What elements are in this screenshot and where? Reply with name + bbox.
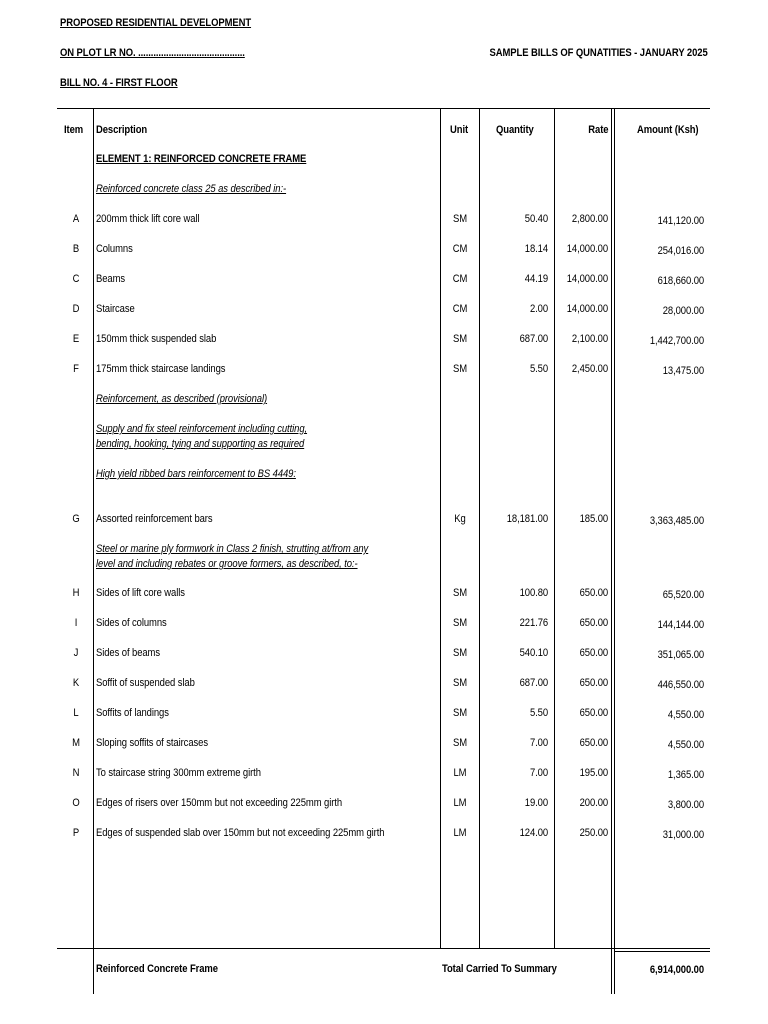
row-description: 175mm thick staircase landings [96,363,226,375]
row-unit: CM [452,243,468,255]
element-title: ELEMENT 1: REINFORCED CONCRETE FRAME [96,153,307,165]
row-rate: 650.00 [579,707,608,719]
footer-total: 6,914,000.00 [649,964,704,976]
column-header-rate: Rate [587,124,608,136]
row-quantity: 687.00 [519,333,548,345]
row-item-code: F [73,363,79,375]
row-rate: 250.00 [579,827,608,839]
row-amount: 141,120.00 [657,215,704,227]
column-divider-quantity [554,108,555,949]
row-item-code: M [72,737,80,749]
note-formwork-line-1: Steel or marine ply formwork in Class 2 finish, strutting at/from any [96,543,369,555]
row-item-code: I [74,617,78,629]
row-item-code: A [72,213,80,225]
row-item-code: O [72,797,80,809]
project-title: PROPOSED RESIDENTIAL DEVELOPMENT [60,17,252,29]
row-item-code: K [72,677,80,689]
column-header-description: Description [96,124,148,136]
column-header-unit: Unit [450,124,469,136]
note-supply-line-2: bending, hooking, tying and supporting as required [96,438,305,450]
row-description: Edges of suspended slab over 150mm but not exceeding 225mm girth [96,827,385,839]
column-divider-description [440,108,441,949]
row-amount: 351,065.00 [657,649,704,661]
row-quantity: 7.00 [529,737,548,749]
row-unit: SM [452,707,468,719]
document-date-title: SAMPLE BILLS OF QUNATITIES - JANUARY 2025 [489,47,708,59]
plot-number: ON PLOT LR NO. .......................................... [60,47,245,59]
row-unit: SM [452,617,468,629]
column-header-quantity: Quantity [496,124,534,136]
row-amount: 28,000.00 [662,305,704,317]
row-rate: 14,000.00 [566,273,608,285]
row-amount: 65,520.00 [662,589,704,601]
row-rate: 650.00 [579,587,608,599]
row-description: Assorted reinforcement bars [96,513,213,525]
row-unit: LM [453,797,467,809]
footer-border [57,948,710,949]
row-item-code: C [72,273,80,285]
column-divider-unit [479,108,480,949]
row-quantity: 2.00 [529,303,548,315]
bill-title: BILL NO. 4 - FIRST FLOOR [60,77,178,89]
row-quantity: 5.50 [529,707,548,719]
note-supply-line-1: Supply and fix steel reinforcement including cutting, [96,423,308,435]
column-header-item: Item [64,124,84,136]
row-amount: 3,800.00 [667,799,704,811]
row-unit: SM [452,363,468,375]
note-formwork-line-2: level and including rebates or groove formers, as described, to:- [96,558,358,570]
row-unit: Kg [454,513,466,525]
row-description: Soffits of landings [96,707,169,719]
row-rate: 2,450.00 [571,363,608,375]
column-header-amount: Amount (Ksh) [637,124,699,136]
row-rate: 14,000.00 [566,243,608,255]
row-amount: 13,475.00 [662,365,704,377]
row-quantity: 221.76 [519,617,548,629]
row-unit: CM [452,273,468,285]
row-quantity: 100.80 [519,587,548,599]
row-description: To staircase string 300mm extreme girth [96,767,261,779]
table-top-border [57,108,710,109]
row-item-code: J [73,647,79,659]
row-amount: 31,000.00 [662,829,704,841]
row-rate: 195.00 [579,767,608,779]
row-amount: 254,016.00 [657,245,704,257]
row-description: Sides of columns [96,617,167,629]
row-rate: 650.00 [579,677,608,689]
row-quantity: 18,181.00 [506,513,548,525]
row-description: 150mm thick suspended slab [96,333,217,345]
row-description: Sides of lift core walls [96,587,185,599]
row-rate: 185.00 [579,513,608,525]
row-amount: 144,144.00 [657,619,704,631]
row-description: Soffit of suspended slab [96,677,195,689]
row-unit: LM [453,827,467,839]
row-quantity: 44.19 [524,273,548,285]
row-quantity: 687.00 [519,677,548,689]
row-unit: SM [452,333,468,345]
row-amount: 4,550.00 [667,739,704,751]
row-item-code: P [72,827,80,839]
row-amount: 3,363,485.00 [649,515,704,527]
row-item-code: E [72,333,80,345]
row-item-code: H [72,587,80,599]
row-unit: SM [452,587,468,599]
row-item-code: B [72,243,80,255]
column-divider-item [93,108,94,994]
column-divider-rate-a [611,108,612,994]
row-rate: 200.00 [579,797,608,809]
row-amount: 4,550.00 [667,709,704,721]
note-reinforcement: Reinforcement, as described (provisional) [96,393,268,405]
row-description: Edges of risers over 150mm but not exceeding 225mm girth [96,797,343,809]
row-unit: LM [453,767,467,779]
row-amount: 618,660.00 [657,275,704,287]
row-description: Columns [96,243,133,255]
row-quantity: 124.00 [519,827,548,839]
row-amount: 446,550.00 [657,679,704,691]
row-quantity: 18.14 [524,243,548,255]
row-amount: 1,442,700.00 [649,335,704,347]
row-rate: 650.00 [579,647,608,659]
row-rate: 14,000.00 [566,303,608,315]
row-description: Beams [96,273,126,285]
row-rate: 2,100.00 [571,333,608,345]
row-rate: 650.00 [579,737,608,749]
row-amount: 1,365.00 [667,769,704,781]
row-rate: 2,800.00 [571,213,608,225]
row-description: Sloping soffits of staircases [96,737,208,749]
row-description: Staircase [96,303,135,315]
row-unit: SM [452,213,468,225]
row-description: Sides of beams [96,647,161,659]
row-quantity: 7.00 [529,767,548,779]
row-quantity: 5.50 [529,363,548,375]
row-unit: CM [452,303,468,315]
row-description: 200mm thick lift core wall [96,213,200,225]
row-rate: 650.00 [579,617,608,629]
row-item-code: G [72,513,80,525]
row-item-code: L [73,707,79,719]
column-divider-rate-b [614,108,615,994]
row-quantity: 50.40 [524,213,548,225]
row-unit: SM [452,737,468,749]
footer-label: Reinforced Concrete Frame [96,963,218,975]
row-item-code: D [72,303,80,315]
row-unit: SM [452,677,468,689]
footer-carried-label: Total Carried To Summary [442,963,557,975]
row-unit: SM [452,647,468,659]
footer-double-border [614,951,710,952]
note-concrete: Reinforced concrete class 25 as described in:- [96,183,287,195]
row-item-code: N [72,767,80,779]
row-quantity: 19.00 [524,797,548,809]
row-quantity: 540.10 [519,647,548,659]
note-high-yield: High yield ribbed bars reinforcement to BS 4449: [96,468,296,480]
